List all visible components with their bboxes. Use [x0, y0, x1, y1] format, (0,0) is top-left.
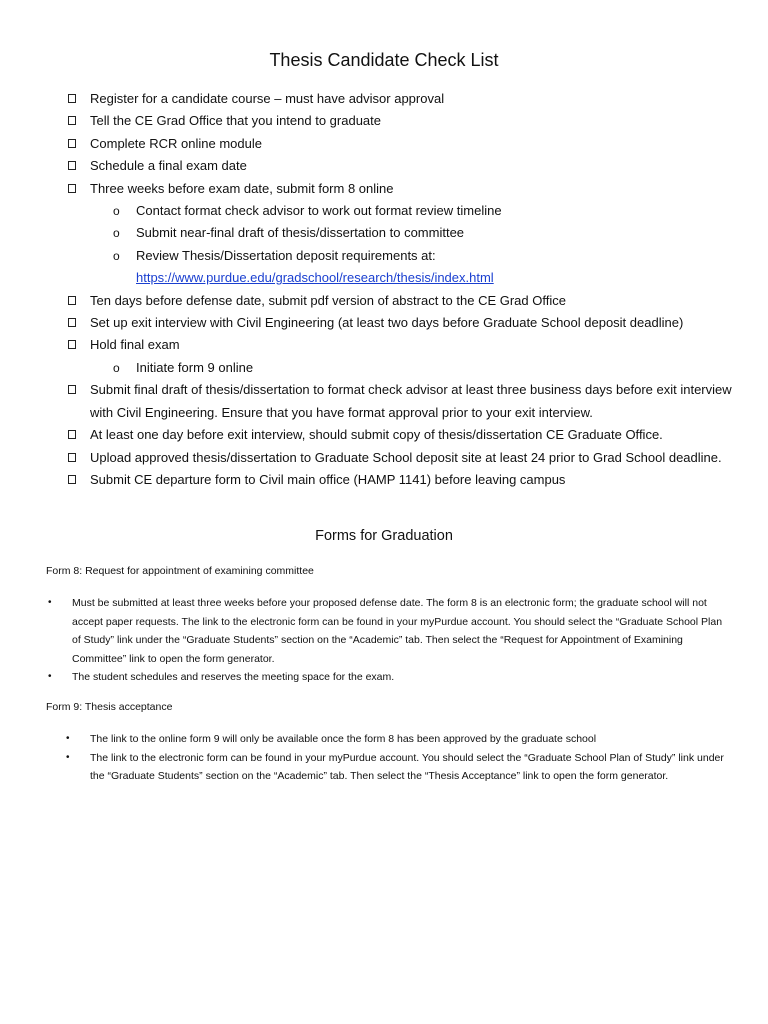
checklist-item-text: Complete RCR online module	[90, 135, 262, 151]
sub-list-item-text: Contact format check advisor to work out format review timeline	[136, 203, 502, 219]
bullet-item	[48, 594, 732, 668]
circle-bullet-icon: o	[113, 248, 120, 263]
checklist-item-text: Register for a candidate course – must have advisor approval	[90, 91, 445, 106]
checklist-item	[0, 110, 768, 132]
checklist-item-text: At least one day before exit interview, should submit copy of thesis/dissertation CE Graduate Office.	[90, 427, 663, 443]
checklist-item	[0, 88, 768, 110]
checkbox-icon	[68, 385, 76, 394]
checklist-item	[0, 290, 768, 312]
bullet-icon: •	[48, 597, 52, 608]
checkbox-icon	[68, 161, 76, 170]
sub-list	[90, 357, 738, 379]
bullet-item	[66, 749, 730, 786]
form8-heading: Form 8: Request for appointment of examining committee	[46, 565, 314, 577]
checklist-item-text: Schedule a final exam date	[90, 158, 247, 174]
sub-list-item	[90, 245, 738, 290]
forms-section-title: Forms for Graduation	[315, 528, 453, 544]
bullet-text: The link to the online form 9 will only be available once the form 8 has been approved by the graduate school	[90, 733, 597, 745]
circle-bullet-icon: o	[113, 226, 120, 241]
bullet-text: The student schedules and reserves the meeting space for the exam.	[72, 671, 395, 684]
checkbox-icon	[68, 430, 76, 439]
bullet-text: Must be submitted at least three weeks before your proposed defense date. The form 8 is an electronic form; the graduate school will not accept paper requests. The link to the electronic form can be found in your myPurdue account. You should select the “Graduate School Plan of Study” link under the “Graduate Students” section on the “Academic” tab. Then select the “Request for Appointment of Examining Committee” link to open the form generator.	[72, 597, 723, 665]
checklist-item	[0, 469, 768, 491]
checkbox-icon	[68, 184, 76, 193]
checklist-item-text: Submit final draft of thesis/dissertation to format check advisor at least three business days before exit interview with Civil Engineering. Ensure that you have format approval prior to your exit interview.	[90, 382, 732, 420]
checkbox-icon	[68, 340, 76, 349]
circle-bullet-icon: o	[113, 204, 120, 219]
checklist-item-text: Submit CE departure form to Civil main office (HAMP 1141) before leaving campus	[90, 471, 566, 487]
form9-heading: Form 9: Thesis acceptance	[46, 701, 173, 713]
sub-list-item-text: Submit near-final draft of thesis/dissertation to committee	[136, 225, 465, 241]
checklist-item	[0, 178, 768, 290]
checkbox-icon	[68, 94, 76, 103]
sub-list	[90, 200, 738, 290]
bullet-icon: •	[66, 733, 70, 744]
checklist-item-text: Ten days before defense date, submit pdf version of abstract to the CE Grad Office	[90, 292, 566, 308]
checklist	[0, 88, 768, 491]
bullet-item	[48, 668, 732, 687]
checklist-item	[0, 133, 768, 155]
bullet-text: The link to the electronic form can be found in your myPurdue account. You should select the “Graduate School Plan of Study” link under the “Graduate Students” section on the “Academic” tab. Then select the “Thesis Acceptance” link to open the form generator.	[90, 751, 724, 783]
checklist-item	[0, 447, 768, 469]
form8-bullet-list	[48, 594, 732, 687]
checklist-item-text: Hold final exam	[90, 337, 180, 353]
sub-list-item	[90, 357, 738, 379]
sub-list-item-text: Review Thesis/Dissertation deposit requirements at:	[136, 247, 436, 263]
checklist-item-text: Upload approved thesis/dissertation to Graduate School deposit site at least 24 prior to Grad School deadline.	[90, 449, 722, 465]
checklist-item	[0, 424, 768, 446]
sub-list-item	[90, 200, 738, 222]
checklist-item	[0, 379, 768, 424]
checkbox-icon	[68, 116, 76, 125]
checkbox-icon	[68, 318, 76, 327]
bullet-icon: •	[66, 751, 70, 763]
checkbox-icon	[68, 296, 76, 305]
page-title: Thesis Candidate Check List	[269, 50, 499, 70]
checkbox-icon	[68, 475, 76, 484]
sub-list-item-text: Initiate form 9 online	[136, 359, 254, 375]
checklist-item	[0, 334, 768, 379]
form9-bullet-list	[66, 730, 730, 786]
checkbox-icon	[68, 453, 76, 462]
checklist-item	[0, 312, 768, 334]
checklist-item-text: Set up exit interview with Civil Engineering (at least two days before Graduate School deposit deadline)	[90, 315, 684, 331]
checklist-item-text: Three weeks before exam date, submit form 8 online	[90, 180, 394, 196]
checkbox-icon	[68, 139, 76, 148]
checklist-item-text: Tell the CE Grad Office that you intend to graduate	[90, 113, 381, 129]
bullet-icon: •	[48, 671, 52, 683]
sub-list-item	[90, 222, 738, 244]
deposit-requirements-link[interactable]: https://www.purdue.edu/gradschool/research/thesis/index.html	[136, 270, 494, 286]
bullet-item	[66, 730, 730, 749]
checklist-item	[0, 155, 768, 177]
circle-bullet-icon: o	[113, 360, 120, 375]
